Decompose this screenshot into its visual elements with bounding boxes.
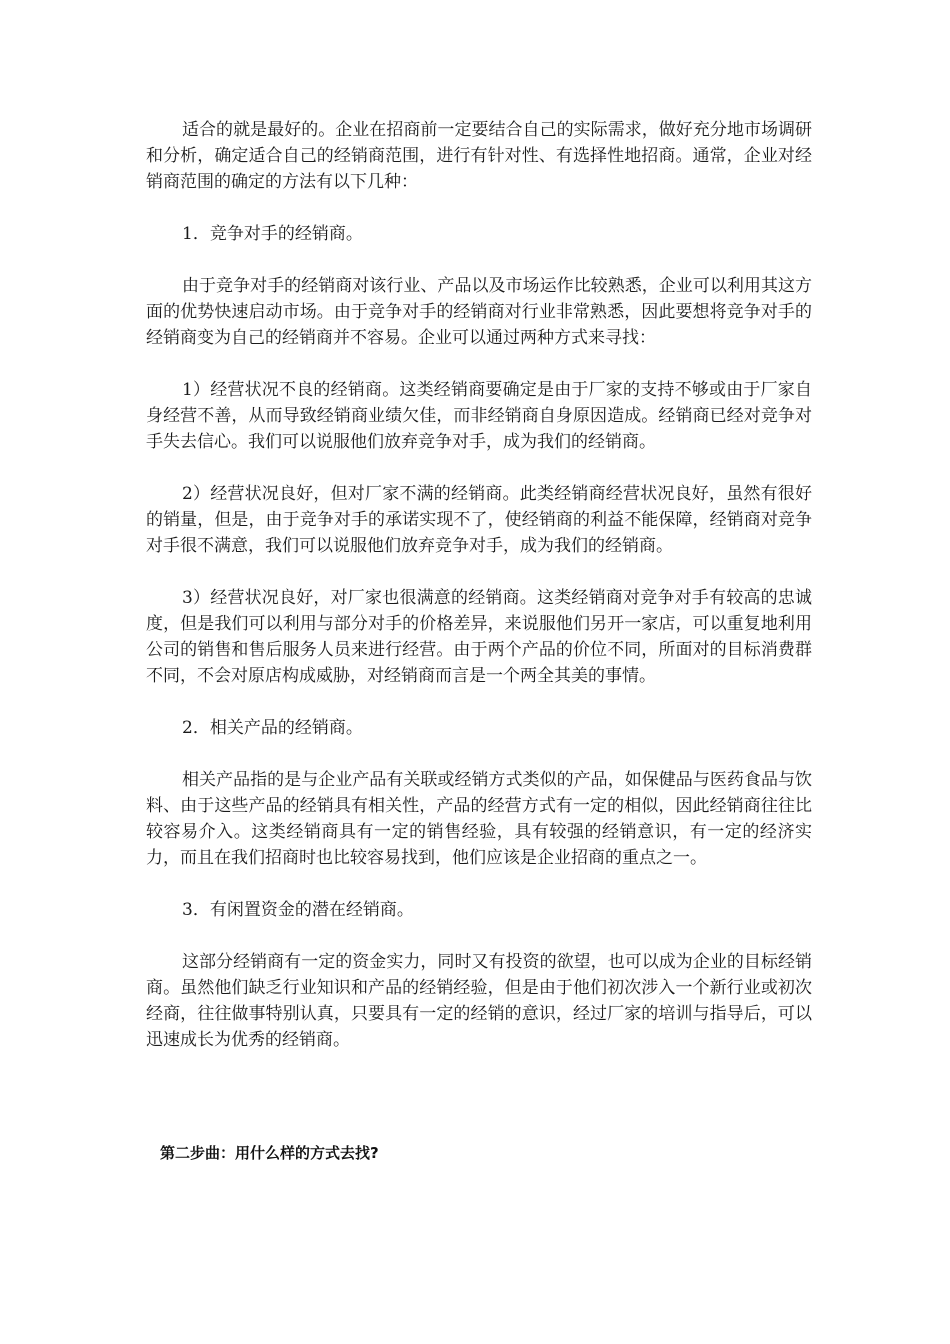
section-2-paragraph: 相关产品指的是与企业产品有关联或经销方式类似的产品，如保健品与医药食品与饮料、由于这些产品的经销具有相关性，产品的经营方式有一定的相似，因此经销商往往比较容易介入。这类经销商具有一定的销售经验，具有较强的经销意识，有一定的经济实力，而且在我们招商时也比较容易找到，他们应该是企业招商的重点之一。 <box>146 770 812 868</box>
step-two-heading: 第二步曲：用什么样的方式去找? <box>160 1144 379 1162</box>
section-2-title: 2．相关产品的经销商。 <box>182 718 363 738</box>
document-body <box>146 117 812 1079</box>
intro-paragraph: 适合的就是最好的。企业在招商前一定要结合自己的实际需求，做好充分地市场调研和分析，确定适合自己的经销商范围，进行有针对性、有选择性地招商。通常，企业对经销商范围的确定的方法有以下几种： <box>146 120 812 192</box>
section-1-paragraph: 由于竞争对手的经销商对该行业、产品以及市场运作比较熟悉，企业可以利用其这方面的优势快速启动市场。由于竞争对手的经销商对行业非常熟悉，因此要想将竞争对手的经销商变为自己的经销商并不容易。企业可以通过两种方式来寻找： <box>146 276 812 348</box>
subsection-1-paragraph: 1）经营状况不良的经销商。这类经销商要确定是由于厂家的支持不够或由于厂家自身经营不善，从而导致经销商业绩欠佳，而非经销商自身原因造成。经销商已经对竞争对手失去信心。我们可以说服他们放弃竞争对手，成为我们的经销商。 <box>146 380 812 452</box>
subsection-2-paragraph: 2）经营状况良好，但对厂家不满的经销商。此类经销商经营状况良好，虽然有很好的销量，但是，由于竞争对手的承诺实现不了，使经销商的利益不能保障，经销商对竞争对手很不满意，我们可以说服他们放弃竞争对手，成为我们的经销商。 <box>146 484 812 556</box>
section-1-title: 1．竞争对手的经销商。 <box>182 224 363 244</box>
section-3-title: 3．有闲置资金的潜在经销商。 <box>182 900 414 920</box>
subsection-3-paragraph: 3）经营状况良好，对厂家也很满意的经销商。这类经销商对竞争对手有较高的忠诚度，但是我们可以利用与部分对手的价格差异，来说服他们另开一家店，可以重复地利用公司的销售和售后服务人员来进行经营。由于两个产品的价位不同，所面对的目标消费群不同，不会对原店构成威胁，对经销商而言是一个两全其美的事情。 <box>146 588 812 686</box>
section-3-paragraph: 这部分经销商有一定的资金实力，同时又有投资的欲望，也可以成为企业的目标经销商。虽然他们缺乏行业知识和产品的经销经验，但是由于他们初次涉入一个新行业或初次经商，往往做事特别认真，只要具有一定的经销的意识，经过厂家的培训与指导后，可以迅速成长为优秀的经销商。 <box>146 952 812 1050</box>
